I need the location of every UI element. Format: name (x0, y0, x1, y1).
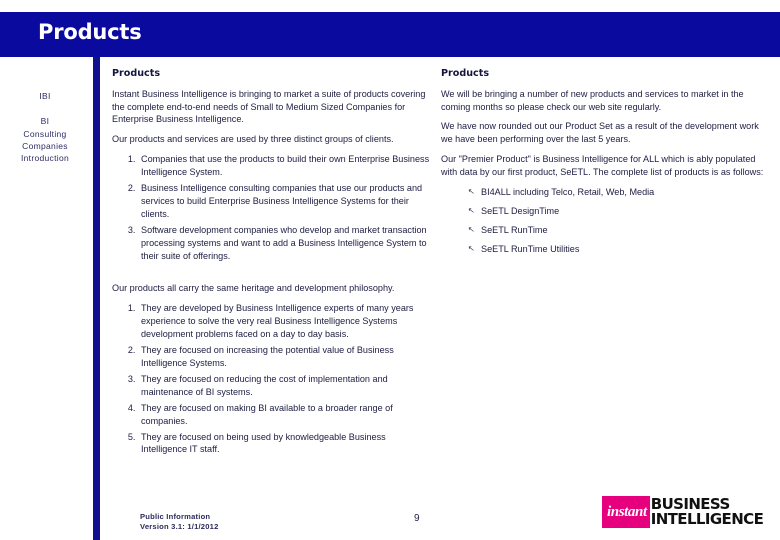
left-column-heading: Products (112, 68, 161, 79)
product-list (441, 186, 771, 256)
footer-classification: Public Information (140, 512, 211, 521)
sidebar-item-bi[interactable]: BI (40, 116, 50, 127)
right-paragraph-1: We will be bringing a number of new products and services to market in the coming months so please check our web site regularly. (441, 88, 744, 112)
left-content-column (112, 67, 432, 464)
sidebar-item-companies[interactable]: Companies (22, 140, 68, 151)
column-spacer (112, 270, 432, 282)
right-content-column (441, 67, 771, 262)
list-item: 1. They are developed by Business Intelligence experts of many years experience to solve the very real Business Intelligence Systems development problems faced on a day to day basis. (138, 302, 432, 341)
footer-version: Version 3.1: 1/1/2012 (140, 522, 219, 532)
list-item: 2. Business Intelligence consulting companies that use our products and services to build Enterprise Business Intelligence Systems for their clients. (138, 182, 432, 221)
sidebar-group-brand (0, 90, 90, 102)
logo-intelligence-word: INTELLIGENCE (650, 510, 764, 528)
sidebar-divider (93, 57, 100, 540)
sidebar-item-ibi[interactable]: IBI (39, 91, 51, 101)
sidebar-item-consulting[interactable]: Consulting (23, 128, 67, 139)
page-number: 9 (414, 513, 420, 524)
philosophy-points-list (112, 302, 432, 456)
client-groups-list (112, 153, 432, 262)
logo-wordmark (650, 496, 763, 528)
arrow-bullet-icon: ↗ (467, 224, 476, 235)
footer-info (140, 512, 219, 533)
right-column-heading: Products (441, 68, 490, 79)
arrow-bullet-icon: ↗ (467, 186, 476, 197)
philosophy-paragraph: Our products all carry the same heritage and development philosophy. (112, 283, 395, 294)
list-item: 3. Software development companies who develop and market transaction processing systems and want to add a Business Intelligence System to their suite of offerings. (138, 224, 432, 263)
product-name: SeETL RunTime Utilities (481, 243, 580, 254)
logo-business-word: BUSINESS (650, 495, 730, 514)
left-intro-paragraph-1: Instant Business Intelligence is bringing to market a suite of products covering the complete end-to-end needs of Small to Medium Sized Companies for Enterprise Business Intelligence. (112, 88, 426, 125)
product-name: BI4ALL including Telco, Retail, Web, Media (481, 187, 655, 198)
arrow-bullet-icon: ↗ (467, 243, 476, 254)
right-paragraph-2: We have now rounded out our Product Set as a result of the development work we have been performing over the last 5 years. (441, 121, 759, 145)
arrow-bullet-icon: ↗ (467, 205, 476, 216)
company-logo (602, 496, 763, 528)
list-item (467, 186, 771, 199)
right-paragraph-3: Our "Premier Product" is Business Intelligence for ALL which is ably populated with data by our first product, SeETL. The complete list of products is as follows: (441, 154, 764, 178)
list-item (467, 224, 771, 237)
list-item: 3. They are focused on reducing the cost of implementation and maintenance of BI systems. (138, 373, 432, 399)
list-item: 2. They are focused on increasing the potential value of Business Intelligence Systems. (138, 344, 432, 370)
list-item (467, 243, 771, 256)
sidebar-group-sections (0, 115, 90, 164)
sidebar-nav (0, 90, 90, 178)
product-name: SeETL DesignTime (481, 205, 560, 216)
left-intro-paragraph-2: Our products and services are used by three distinct groups of clients. (112, 134, 394, 145)
list-item: 5. They are focused on being used by knowledgeable Business Intelligence IT staff. (138, 431, 432, 457)
page-title: Products (38, 20, 142, 44)
sidebar-item-introduction[interactable]: Introduction (20, 153, 70, 164)
list-item: 1. Companies that use the products to build their own Enterprise Business Intelligence System. (138, 153, 432, 179)
logo-instant-word: instant (602, 496, 650, 528)
list-item (467, 205, 771, 218)
product-name: SeETL RunTime (481, 224, 548, 235)
list-item: 4. They are focused on making BI available to a broader range of companies. (138, 402, 432, 428)
